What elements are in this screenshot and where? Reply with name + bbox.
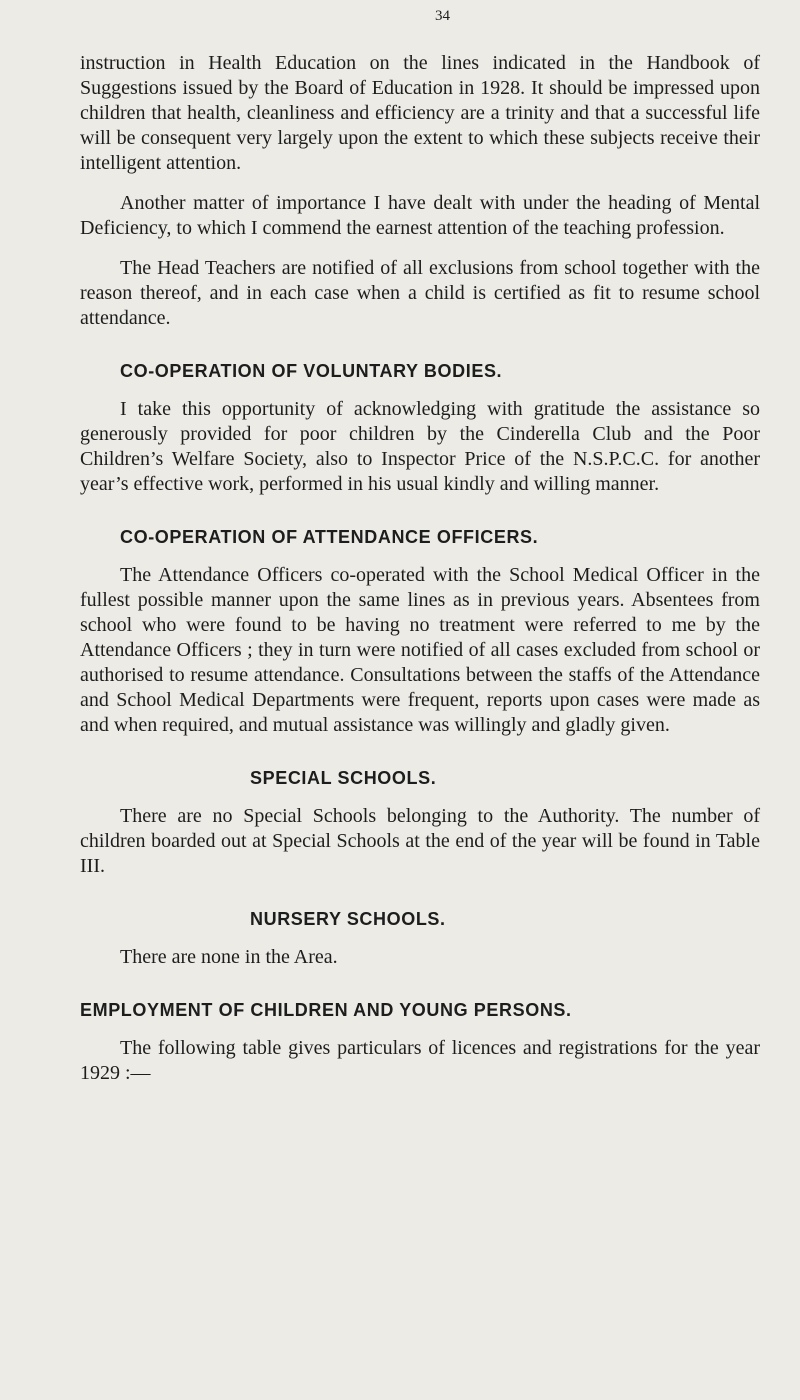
paragraph-nursery-schools: There are none in the Area.: [120, 946, 338, 968]
page-number: 34: [435, 8, 450, 24]
heading-special-schools: SPECIAL SCHOOLS.: [250, 768, 437, 788]
paragraph-employment: The following table gives particulars of licences and registrations for the year 1929 :—: [80, 1037, 760, 1084]
heading-attendance-officers: CO-OPERATION OF ATTENDANCE OFFICERS.: [120, 527, 539, 547]
paragraph-mental-deficiency: Another matter of importance I have dealt with under the heading of Mental Deficiency, to which I commend the earnest attention of the teaching profession.: [80, 192, 760, 239]
paragraph-health-education: instruction in Health Education on the lines indicated in the Handbook of Suggestions issued by the Board of Education in 1928. It should be impressed upon children that health, cleanliness and efficiency are a trinity and that a successful life will be consequent very largely upon the extent to which these subjects receive their intelligent attention.: [80, 52, 760, 174]
paragraph-special-schools: There are no Special Schools belonging to the Authority. The number of children boarded out at Special Schools at the end of the year will be found in Table III.: [80, 805, 760, 877]
paragraph-voluntary-bodies: I take this opportunity of acknowledging with gratitude the assistance so generously provided for poor children by the Cinderella Club and the Poor Children’s Welfare Society, also to Inspector Price of the N.S.P.C.C. for another year’s effective work, performed in his usual kindly and willing manner.: [80, 398, 760, 495]
heading-employment: EMPLOYMENT OF CHILDREN AND YOUNG PERSONS.: [80, 1000, 572, 1020]
paragraph-exclusions: The Head Teachers are notified of all exclusions from school together with the reason thereof, and in each case when a child is certified as fit to resume school attendance.: [80, 257, 760, 329]
paragraph-attendance-officers: The Attendance Officers co-operated with the School Medical Officer in the fullest possible manner upon the same lines as in previous years. Absentees from school who were found to be having no treatment were referred to me by the Attendance Officers ; they in turn were notified of all cases excluded from school or authorised to resume attendance. Consultations between the staffs of the Attendance and School Medical Departments were frequent, reports upon cases were made as and when required, and mutual assistance was willingly and gladly given.: [80, 564, 760, 736]
heading-voluntary-bodies: CO-OPERATION OF VOLUNTARY BODIES.: [120, 361, 503, 381]
heading-nursery-schools: NURSERY SCHOOLS.: [250, 909, 446, 929]
